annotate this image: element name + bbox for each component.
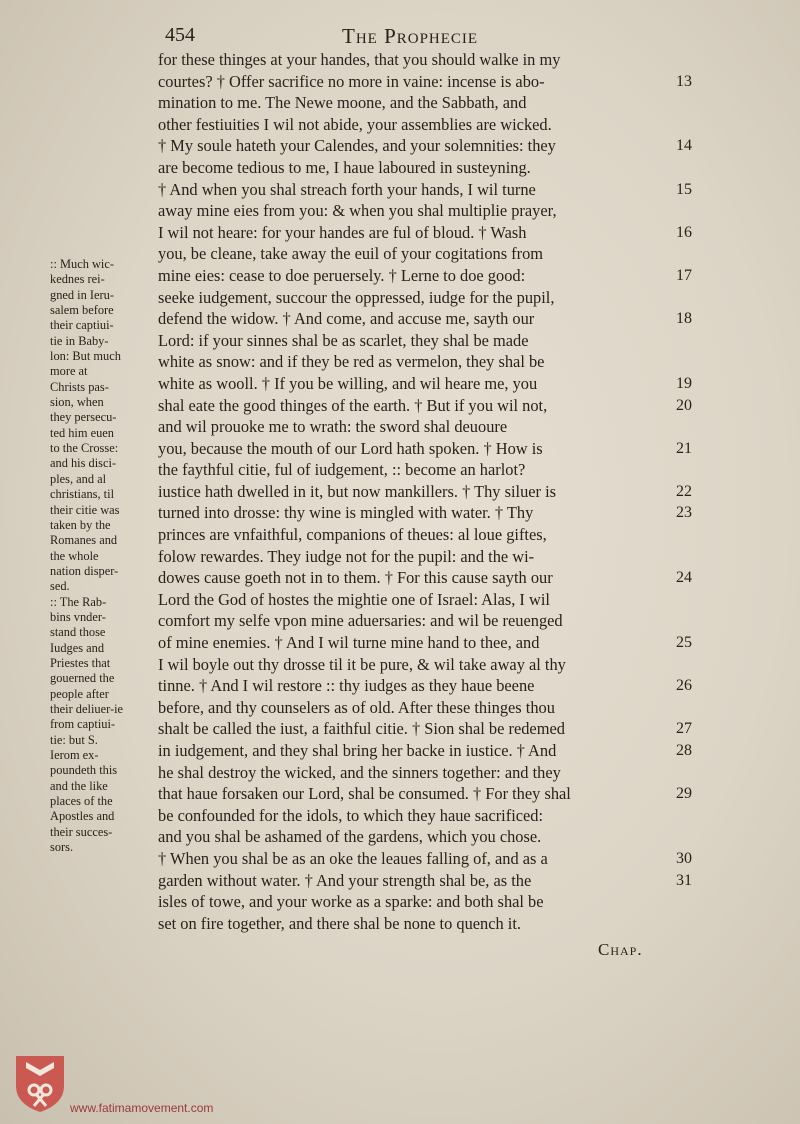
text-line xyxy=(158,459,668,481)
papal-emblem-icon xyxy=(12,1052,68,1114)
text-line xyxy=(158,589,668,611)
line-text: I wil boyle out thy drosse til it be pure, & wil take away al thy xyxy=(158,654,566,674)
marginal-note-line: taken by the xyxy=(50,517,111,532)
marginal-note-line: Iudges and xyxy=(50,640,105,655)
text-line xyxy=(158,416,668,438)
line-text: he shal destroy the wicked, and the sinners together: and they xyxy=(158,762,561,782)
text-line xyxy=(158,740,692,762)
text-line xyxy=(158,222,692,244)
line-text: courtes? † Offer sacrifice no more in vaine: incense is abo- xyxy=(158,71,545,91)
line-text: that haue forsaken our Lord, shal be consumed. † For they shal xyxy=(158,784,571,804)
text-line xyxy=(158,610,668,632)
text-line xyxy=(158,287,668,309)
marginal-note-line: their captiui- xyxy=(50,318,114,333)
verse-number: 15 xyxy=(676,180,692,198)
text-line xyxy=(158,351,668,373)
line-text: you, because the mouth of our Lord hath spoken. † How is xyxy=(158,438,543,458)
marginal-note-line: gned in Ieru- xyxy=(50,287,114,302)
text-line xyxy=(158,308,692,330)
text-line xyxy=(158,200,668,222)
line-text: isles of towe, and your worke as a sparke: and both shal be xyxy=(158,892,544,912)
line-text: garden without water. † And your strength shal be, as the xyxy=(158,870,532,890)
marginal-note-line: people after xyxy=(50,686,109,701)
marginal-note-line: poundeth this xyxy=(50,763,118,778)
line-text: of mine enemies. † And I wil turne mine hand to thee, and xyxy=(158,633,540,653)
verse-number: 31 xyxy=(676,871,692,889)
verse-number: 29 xyxy=(676,785,692,803)
line-text: be confounded for the idols, to which they haue sacrificed: xyxy=(158,805,544,825)
line-text: princes are vnfaithful, companions of theues: al loue giftes, xyxy=(158,525,547,545)
verse-number: 14 xyxy=(676,137,692,155)
text-line xyxy=(158,654,668,676)
marginal-note-line: :: Much wic- xyxy=(50,257,115,271)
text-line xyxy=(158,870,692,892)
text-line xyxy=(158,71,692,93)
text-line xyxy=(158,783,692,805)
text-line xyxy=(158,438,692,460)
marginal-note-line: lon: But much xyxy=(50,349,121,364)
verse-number: 28 xyxy=(676,742,692,759)
verse-number: 30 xyxy=(676,849,692,867)
marginal-note-line: Ierom ex- xyxy=(50,748,99,762)
text-line xyxy=(158,567,692,589)
text-line xyxy=(158,481,692,503)
line-text: other festiuities I wil not abide, your assemblies are wicked. xyxy=(158,114,552,134)
text-line xyxy=(158,891,668,913)
marginal-note-line: the whole xyxy=(50,548,99,563)
marginal-note-line: bins vnder- xyxy=(50,609,106,624)
line-text: and wil prouoke me to wrath: the sword shal deuoure xyxy=(158,417,508,437)
text-line xyxy=(158,524,668,546)
text-line xyxy=(158,546,668,568)
line-text: † When you shal be as an oke the leaues falling of, and as a xyxy=(158,848,548,868)
text-line xyxy=(158,135,692,157)
verse-number: 20 xyxy=(676,396,692,414)
marginal-note-line: gouerned the xyxy=(50,671,115,686)
marginal-note-line: from captiui- xyxy=(50,717,116,732)
text-line xyxy=(158,243,668,265)
line-text: for these thinges at your handes, that you should walke in my xyxy=(158,50,561,69)
marginal-note-line: kednes rei- xyxy=(50,272,105,287)
watermark-url[interactable]: www.fatimamovement.com xyxy=(70,1101,214,1115)
verse-number: 27 xyxy=(676,720,692,738)
marginal-note-line: christians, til xyxy=(50,487,115,502)
line-text: mination to me. The Newe moone, and the Sabbath, and xyxy=(158,93,527,113)
text-line xyxy=(158,265,692,287)
text-line xyxy=(158,373,692,395)
line-text: Lord: if your sinnes shal be as scarlet, they shal be made xyxy=(158,330,529,350)
text-line xyxy=(158,92,668,114)
text-line xyxy=(158,330,668,352)
text-line xyxy=(158,502,692,524)
marginal-note-line: ples, and al xyxy=(50,471,107,486)
text-line xyxy=(158,913,668,935)
verse-number: 23 xyxy=(676,504,692,522)
marginal-note-line: tie: but S. xyxy=(50,732,98,747)
line-text: before, and thy counselers as of old. After these thinges thou xyxy=(158,697,555,717)
line-text: white as wooll. † If you be willing, and wil heare me, you xyxy=(158,373,538,393)
line-text: seeke iudgement, succour the oppressed, iudge for the pupil, xyxy=(158,287,555,307)
text-line xyxy=(158,632,692,654)
line-text: the faythful citie, ful of iudgement, :: become an harlot? xyxy=(158,460,526,480)
marginal-note-line: sion, when xyxy=(50,395,104,410)
verse-number: 16 xyxy=(676,223,692,241)
line-text: iustice hath dwelled in it, but now mankillers. † Thy siluer is xyxy=(158,481,557,501)
verse-number: 24 xyxy=(676,569,692,587)
line-text: white as snow: and if they be red as vermelon, they shal be xyxy=(158,352,545,372)
marginal-note-line: they persecu- xyxy=(50,410,117,425)
marginal-note-line: tie in Baby- xyxy=(50,333,109,348)
text-line xyxy=(158,49,668,71)
marginal-note-line: stand those xyxy=(50,625,106,640)
line-text: away mine eies from you: & when you shal multiplie prayer, xyxy=(158,201,557,221)
line-text: † My soule hateth your Calendes, and your solemnities: they xyxy=(158,136,556,156)
page-number: 454 xyxy=(165,24,195,46)
marginal-note-line: and his disci- xyxy=(50,456,117,471)
marginal-note-line: :: The Rab- xyxy=(50,594,107,609)
marginal-note-line: Christs pas- xyxy=(50,379,109,394)
marginal-note-line: sed. xyxy=(50,579,70,594)
marginal-notes xyxy=(50,257,154,855)
line-text: dowes cause goeth not in to them. † For this cause sayth our xyxy=(158,568,553,588)
verse-number: 19 xyxy=(676,374,692,392)
marginal-note-line: their citie was xyxy=(50,502,120,517)
marginal-note-line: Priestes that xyxy=(50,655,111,670)
text-line xyxy=(158,762,668,784)
marginal-note-line: and the like xyxy=(50,778,108,793)
marginal-note-line: their succes- xyxy=(50,824,113,839)
text-line xyxy=(158,826,668,848)
text-line xyxy=(158,697,668,719)
line-text: Lord the God of hostes the mightie one of Israel: Alas, I wil xyxy=(158,589,550,609)
line-text: turned into drosse: thy wine is mingled with water. † Thy xyxy=(158,503,534,523)
line-text: folow rewardes. They iudge not for the pupil: and the wi- xyxy=(158,546,535,566)
line-text: tinne. † And I wil restore :: thy iudges as they haue beene xyxy=(158,676,535,696)
line-text: comfort my selfe vpon mine aduersaries: and wil be reuenged xyxy=(158,611,563,631)
marginal-note-line: nation disper- xyxy=(50,563,119,578)
marginal-note-line: Romanes and xyxy=(50,533,118,548)
line-text: shalt be called the iust, a faithful citie. † Sion shal be redemed xyxy=(158,719,565,739)
verse-number: 26 xyxy=(676,677,692,695)
line-text: shal eate the good thinges of the earth. † But if you wil not, xyxy=(158,395,548,415)
text-line xyxy=(158,848,692,870)
verse-number: 17 xyxy=(676,266,692,284)
verse-number: 21 xyxy=(676,439,692,457)
line-text: and you shal be ashamed of the gardens, which you chose. xyxy=(158,827,542,847)
marginal-note-line: to the Crosse: xyxy=(50,441,119,456)
marginal-note-line: places of the xyxy=(50,794,113,809)
marginal-note-line: Apostles and xyxy=(50,809,115,824)
running-title: The Prophecie xyxy=(342,24,479,48)
text-line xyxy=(158,179,692,201)
line-text: defend the widow. † And come, and accuse me, sayth our xyxy=(158,309,535,329)
line-text: I wil not heare: for your handes are ful of bloud. † Wash xyxy=(158,222,527,242)
marginal-note-line: sors. xyxy=(50,840,74,855)
marginal-note-line: more at xyxy=(50,364,88,379)
line-text: in iudgement, and they shal bring her backe in iustice. † And xyxy=(158,741,557,760)
marginal-note-line: ted him euen xyxy=(50,425,114,440)
line-text: you, be cleane, take away the euil of your cogitations from xyxy=(158,244,544,264)
line-text: set on fire together, and there shal be none to quench it. xyxy=(158,913,522,933)
verse-number: 18 xyxy=(676,310,692,328)
marginal-note-line: salem before xyxy=(50,303,114,318)
line-text: mine eies: cease to doe peruersely. † Lerne to doe good: xyxy=(158,265,526,285)
text-line xyxy=(158,805,668,827)
page-header xyxy=(165,24,675,50)
verse-number: 25 xyxy=(676,634,692,652)
verse-number: 13 xyxy=(676,72,692,90)
text-line xyxy=(158,675,692,697)
marginal-note-line: their deliuer-ie xyxy=(50,701,124,716)
catchword: Chap. xyxy=(598,940,643,959)
text-line xyxy=(158,157,668,179)
line-text: are become tedious to me, I haue laboured in susteyning. xyxy=(158,157,531,177)
verse-number: 22 xyxy=(676,482,692,500)
text-line xyxy=(158,718,692,740)
text-line xyxy=(158,114,668,136)
main-text-column xyxy=(158,49,692,934)
text-line xyxy=(158,395,692,417)
line-text: † And when you shal streach forth your hands, I wil turne xyxy=(158,179,536,199)
